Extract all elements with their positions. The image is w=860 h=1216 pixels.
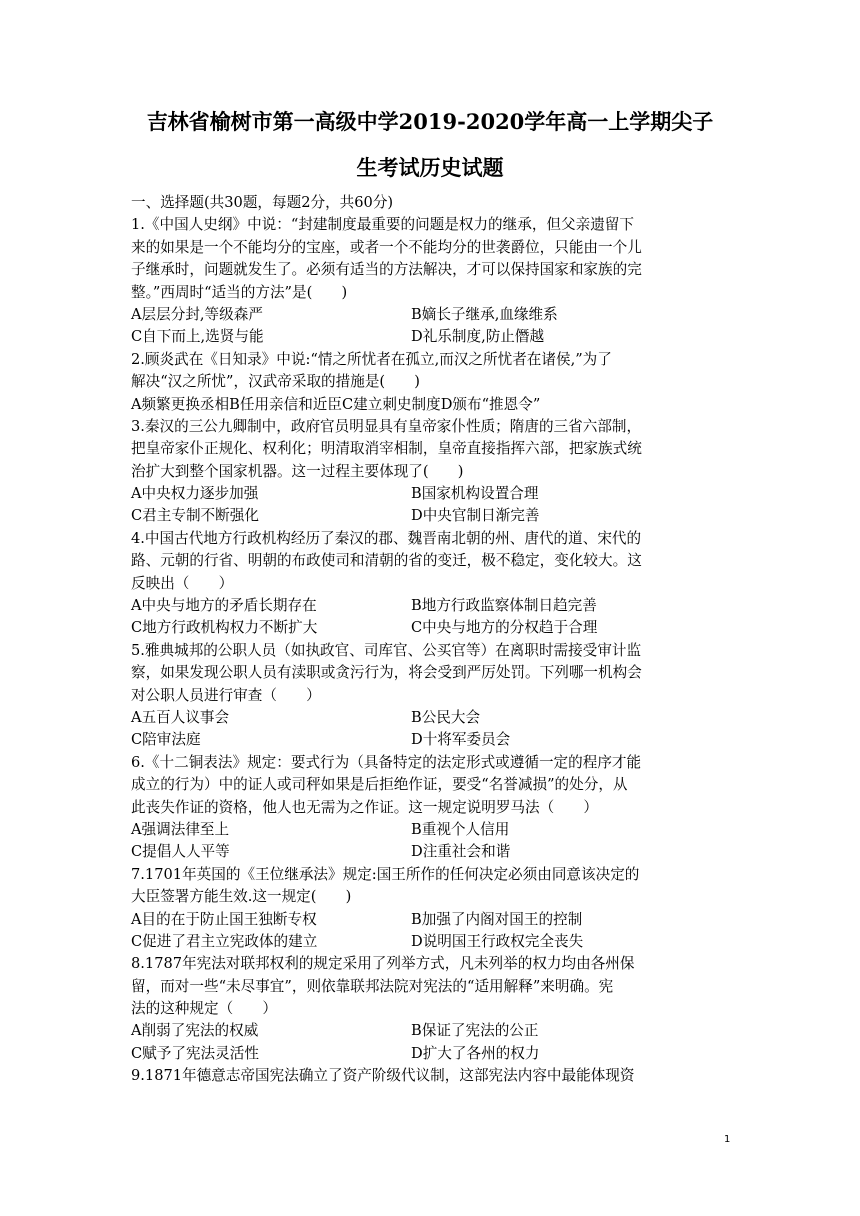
option-row [131, 505, 731, 527]
option-row [131, 841, 731, 863]
exam-title-line-2: 生考试历史试题 [356, 155, 504, 180]
option-c: C促进了君主立宪政体的建立 [131, 932, 318, 950]
option-c: C地方行政机构权力不断扩大 [131, 619, 318, 637]
question-5 [131, 640, 731, 752]
question-text-line: 5.雅典城邦的公职人员（如执政官、司库官、公买官等）在离职时需接受审计监 [131, 641, 642, 659]
option-b: B重视个人信用 [411, 820, 510, 838]
option-b: B地方行政监察体制日趋完善 [411, 597, 597, 615]
option-d: D注重社会和谐 [411, 843, 511, 861]
option-a: A层层分封,等级森严 [131, 305, 263, 323]
question-text-line: 治扩大到整个国家机器。这一过程主要体现了( ) [131, 462, 464, 480]
option-b: B加强了内阁对国王的控制 [411, 910, 583, 928]
option-a: A中央与地方的矛盾长期存在 [131, 597, 317, 615]
question-3 [131, 416, 731, 528]
option-b: B保证了宪法的公正 [411, 1022, 539, 1040]
option-d: D十将军委员会 [411, 731, 511, 749]
exam-title-line-1: 吉林省榆树市第一高级中学2019-2020学年高一上学期尖子 [146, 109, 714, 134]
question-text-line: 留，而对一些“未尽事宜”，则依靠联邦法院对宪法的“适用解释”来明确。宪 [131, 977, 614, 995]
question-text-line: 整。”西周时“适当的方法”是( ) [131, 283, 348, 301]
option-a: A目的在于防止国王独断专权 [131, 910, 317, 928]
question-text-line: 来的如果是一个不能均分的宝座，或者一个不能均分的世袭爵位，只能由一个儿 [131, 238, 642, 256]
option-row [131, 617, 731, 639]
option-d: D扩大了各州的权力 [411, 1044, 540, 1062]
option-d: D说明国王行政权完全丧失 [411, 932, 584, 950]
option-c: C赋予了宪法灵活性 [131, 1044, 259, 1062]
question-text-line: 法的这种规定（ ） [131, 1000, 277, 1018]
option-a: A强调法律至上 [131, 820, 230, 838]
question-text-line: 察，如果发现公职人员有渎职或贪污行为，将会受到严厉处罚。下列哪一机构会 [131, 664, 642, 682]
option-a: A中央权力逐步加强 [131, 485, 259, 503]
question-text-line: 8.1787年宪法对联邦权利的规定采用了列举方式，凡未列举的权力均由各州保 [131, 955, 635, 973]
option-c: C君主专制不断强化 [131, 507, 259, 525]
option-row [131, 1020, 731, 1042]
option-a: A削弱了宪法的权威 [131, 1022, 259, 1040]
question-text-line: 子继承时，问题就发生了。必须有适当的方法解决，才可以保持国家和家族的完 [131, 261, 642, 279]
option-c: C陪审法庭 [131, 731, 201, 749]
option-row [131, 909, 731, 931]
option-c-second: C中央与地方的分权趋于合理 [411, 619, 598, 637]
option-row [131, 729, 731, 751]
question-6 [131, 752, 731, 864]
option-row [131, 326, 731, 348]
question-text-line: 1.《中国人史纲》中说：“封建制度最重要的问题是权力的继承，但父亲遗留下 [131, 216, 634, 234]
question-text-line: 大臣签署方能生效.这一规定( ) [131, 888, 352, 906]
question-text-line: 9.1871年德意志帝国宪法确立了资产阶级代议制，这部宪法内容中最能体现资 [131, 1067, 635, 1085]
option-d: D中央官制日渐完善 [411, 507, 540, 525]
question-text-line: 6.《十二铜表法》规定：要式行为（具备特定的法定形式或遵循一定的程序才能 [131, 753, 642, 771]
question-text-line: 把皇帝家仆正规化、权利化；明清取消宰相制，皇帝直接指挥六部，把家族式统 [131, 440, 642, 458]
option-row [131, 595, 731, 617]
question-text-line: 反映出（ ） [131, 574, 234, 592]
question-8 [131, 953, 731, 1065]
option-d: D礼乐制度,防止僭越 [411, 328, 545, 346]
question-text-line: 2.顾炎武在《日知录》中说:“情之所忧者在孤立,而汉之所忧者在诸侯,”为了 [131, 350, 612, 368]
question-7 [131, 864, 731, 954]
page-number: 1 [724, 1134, 731, 1145]
option-row [131, 483, 731, 505]
question-text-line: 7.1701年英国的《王位继承法》规定:国王所作的任何决定必须由同意该决定的 [131, 865, 640, 883]
question-text-line: 4.中国古代地方行政机构经历了秦汉的郡、魏晋南北朝的州、唐代的道、宋代的 [131, 529, 642, 547]
question-text-line: 对公职人员进行审查（ ） [131, 686, 321, 704]
option-row [131, 1043, 731, 1065]
exam-content [131, 192, 731, 1088]
question-text-line: 成立的行为）中的证人或司秤如果是后拒绝作证，要受“名誉减损”的处分，从 [131, 776, 628, 794]
question-2 [131, 349, 731, 416]
option-c: C自下而上,选贤与能 [131, 328, 264, 346]
option-a: A五百人议事会 [131, 708, 230, 726]
options-inline: A频繁更换丞相B任用亲信和近臣C建立刺史制度D颁布“推恩令” [131, 395, 541, 413]
question-4 [131, 528, 731, 640]
option-b: B国家机构设置合理 [411, 485, 539, 503]
option-row [131, 304, 731, 326]
section-header: 一、选择题(共30题，每题2分，共60分) [131, 194, 394, 211]
question-9 [131, 1065, 731, 1087]
question-text-line: 路、元朝的行省、明朝的布政使司和清朝的省的变迁，极不稳定，变化较大。这 [131, 552, 642, 570]
question-text-line: 此丧失作证的资格，他人也无需为之作证。这一规定说明罗马法（ ） [131, 798, 599, 816]
option-row [131, 931, 731, 953]
option-row [131, 707, 731, 729]
option-row [131, 819, 731, 841]
option-c: C提倡人人平等 [131, 843, 230, 861]
question-text-line: 解决“汉之所忧”，汉武帝采取的措施是( ) [131, 373, 420, 391]
question-1 [131, 214, 731, 348]
option-b: B公民大会 [411, 708, 481, 726]
question-text-line: 3.秦汉的三公九卿制中，政府官员明显具有皇帝家仆性质；隋唐的三省六部制， [131, 417, 642, 435]
option-b: B嫡长子继承,血缘维系 [411, 305, 558, 323]
